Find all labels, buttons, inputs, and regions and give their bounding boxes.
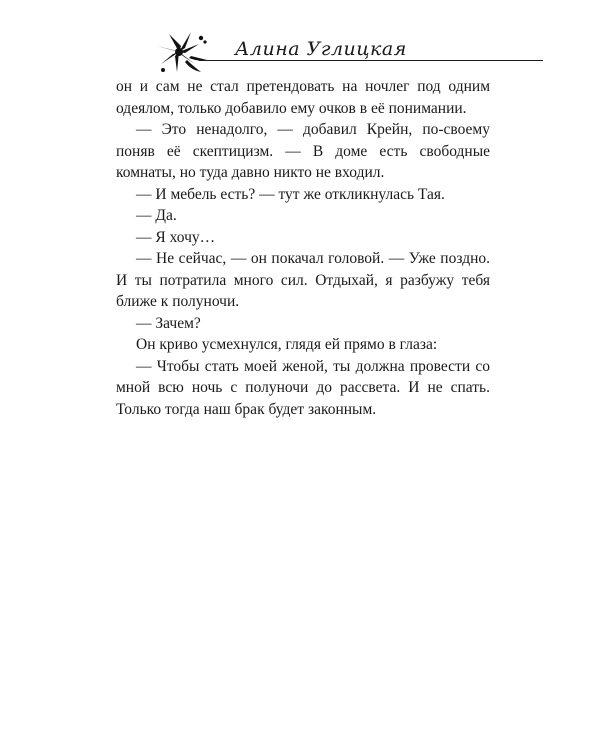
paragraph: — И мебель есть? — тут же откликнулась Тая. — [136, 185, 445, 203]
paragraph: — Я хочу… — [136, 228, 216, 246]
author-name: Алина Углицкая — [235, 38, 407, 60]
paragraph: — Не сейчас, — он покачал головой. — Уже поздно. И ты потратила много сил. Отдыхай, я разбужу тебя ближе к полуночи. — [116, 250, 490, 310]
paragraph: он и сам не стал претендовать на ночлег под одним одеялом, только добавило ему очков в её понимании. — [116, 78, 490, 117]
paragraph: — Чтобы стать моей женой, ты должна провести со мной всю ночь с полуночи до рассвета. И не спать. Только тогда наш брак будет законным. — [116, 357, 490, 418]
header-rule — [199, 60, 543, 61]
flower-ornament-icon — [155, 28, 217, 76]
body-text — [116, 76, 490, 420]
running-header — [155, 28, 455, 76]
paragraph: — Это ненадолго, — добавил Крейн, по-своему поняв её скептицизм. — В доме есть свободные комнаты, но туда давно никто не входил. — [116, 121, 490, 181]
paragraph: — Зачем? — [136, 314, 201, 332]
paragraph: — Да. — [136, 207, 177, 224]
paragraph: Он криво усмехнулся, глядя ей прямо в глаза: — [136, 336, 438, 353]
